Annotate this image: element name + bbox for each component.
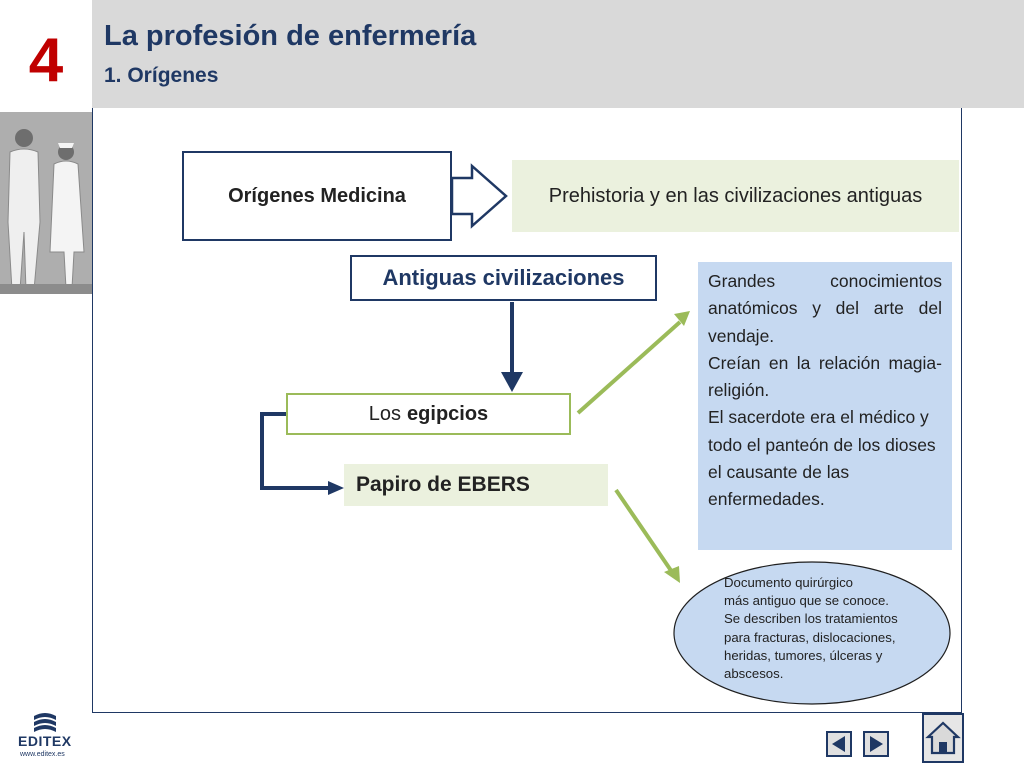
documento-line: más antiguo que se conoce.	[724, 593, 889, 609]
hollow-arrow	[452, 166, 506, 226]
documento-line: para fracturas, dislocaciones,	[724, 629, 896, 645]
egipcios-bold: egipcios	[407, 402, 489, 425]
conocimientos-line: El sacerdote era el médico y todo el panteón de los dioses el causante de las enfermedades.	[708, 407, 936, 510]
documento-text	[724, 574, 939, 683]
egipcios-box	[286, 393, 571, 435]
conocimientos-line: Creían en la relación magia-religión.	[708, 352, 942, 401]
logo-name: EDITEX	[18, 733, 72, 749]
papiro-ebers-box: Papiro de EBERS	[344, 464, 608, 506]
elbow-arrow-head	[328, 481, 344, 495]
egipcios-prefix: Los	[368, 402, 402, 425]
next-slide-button[interactable]	[863, 731, 889, 757]
chapter-number: 4	[28, 25, 64, 95]
green-arrow-line-1	[578, 322, 680, 413]
green-arrow-line-2	[616, 490, 672, 572]
antiguas-civilizaciones-box: Antiguas civilizaciones	[350, 255, 657, 301]
triangle-right-icon	[865, 733, 887, 755]
slide-title: La profesión de enfermería	[104, 20, 477, 52]
conocimientos-line: Grandes conocimientos anatómicos y del arte del vendaje.	[708, 271, 942, 346]
home-icon	[924, 715, 962, 761]
prev-slide-button[interactable]	[826, 731, 852, 757]
triangle-left-icon	[828, 733, 850, 755]
down-arrow-head	[501, 372, 523, 392]
conocimientos-box	[698, 262, 952, 550]
documento-line: heridas, tumores, úlceras y	[724, 647, 883, 663]
documento-line: abscesos.	[724, 666, 784, 682]
prehistoria-box: Prehistoria y en las civilizaciones antiguas	[512, 160, 959, 232]
origenes-medicina-box: Orígenes Medicina	[182, 151, 452, 241]
home-button[interactable]	[922, 713, 964, 763]
logo-url: www.editex.es	[20, 751, 65, 758]
documento-line: Documento quirúrgico	[724, 575, 854, 590]
slide-subtitle: 1. Orígenes	[104, 64, 219, 87]
editex-logo-icon	[30, 712, 60, 734]
documento-line: Se describen los tratamientos	[724, 611, 898, 627]
